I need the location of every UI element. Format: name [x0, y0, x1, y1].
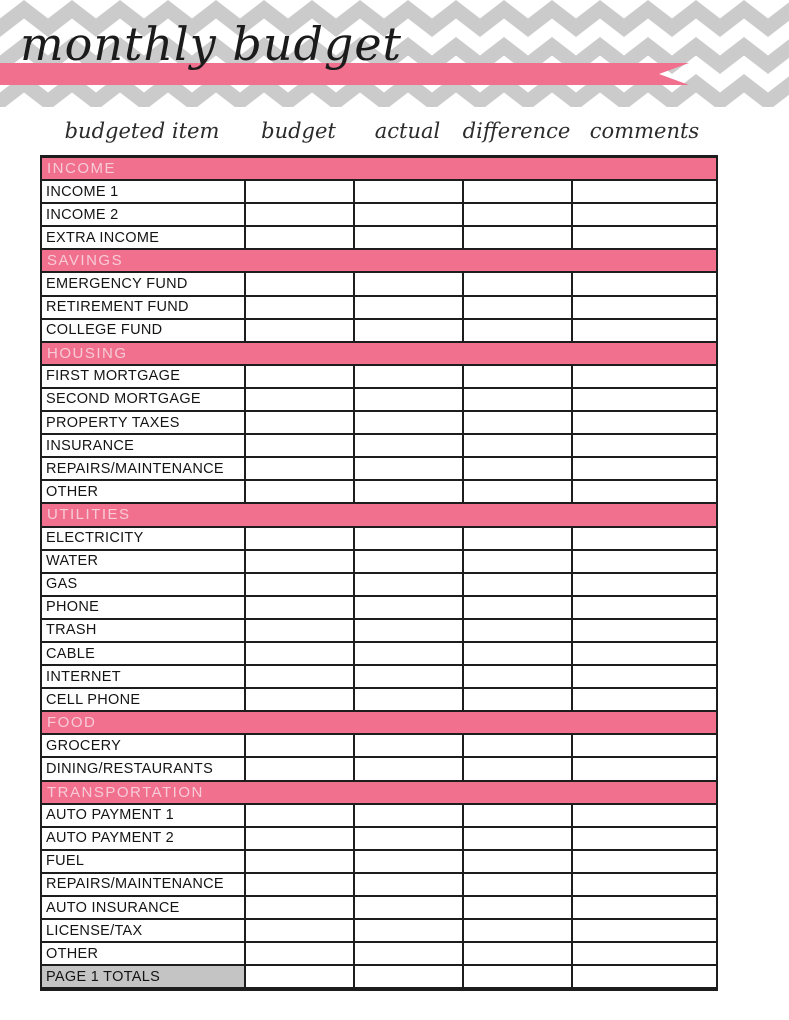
cell-difference[interactable]: [462, 574, 571, 595]
table-row: [42, 271, 716, 294]
cell-actual[interactable]: [353, 551, 462, 572]
table-row: [42, 941, 716, 964]
cell-difference[interactable]: [462, 481, 571, 502]
cell-actual[interactable]: [353, 389, 462, 410]
cell-difference[interactable]: [462, 943, 571, 964]
cell-difference[interactable]: [462, 366, 571, 387]
cell-difference[interactable]: [462, 181, 571, 202]
cell-actual[interactable]: [353, 666, 462, 687]
table-row: [42, 364, 716, 387]
section-header-savings: [42, 248, 716, 271]
cell-difference[interactable]: [462, 851, 571, 872]
cell-actual[interactable]: [353, 920, 462, 941]
cell-comments[interactable]: [571, 666, 716, 687]
cell-comments[interactable]: [571, 528, 716, 549]
row-label: PROPERTY TAXES: [46, 414, 180, 431]
cell-actual[interactable]: [353, 227, 462, 248]
cell-comments[interactable]: [571, 273, 716, 294]
cell-difference[interactable]: [462, 805, 571, 826]
row-label: REPAIRS/MAINTENANCE: [46, 876, 224, 893]
page-title: monthly budget: [20, 17, 403, 71]
column-header-difference: difference: [462, 119, 571, 143]
row-label: REPAIRS/MAINTENANCE: [46, 460, 224, 477]
cell-actual[interactable]: [353, 366, 462, 387]
cell-difference[interactable]: [462, 897, 571, 918]
row-label: CELL PHONE: [46, 691, 141, 708]
cell-comments[interactable]: [571, 181, 716, 202]
row-label: INSURANCE: [46, 437, 135, 454]
table-row: [42, 687, 716, 710]
cell-difference[interactable]: [462, 828, 571, 849]
cell-difference[interactable]: [462, 643, 571, 664]
cell-actual[interactable]: [353, 897, 462, 918]
cell-budget[interactable]: [244, 366, 353, 387]
section-header-transportation: [42, 780, 716, 803]
cell-budget[interactable]: [244, 574, 353, 595]
table-row: [42, 664, 716, 687]
cell-comments[interactable]: [571, 874, 716, 895]
cell-budget[interactable]: [244, 458, 353, 479]
cell-actual[interactable]: [353, 758, 462, 779]
section-label: INCOME: [47, 160, 116, 178]
cell-budget[interactable]: [244, 389, 353, 410]
table-row: [42, 456, 716, 479]
cell-actual[interactable]: [353, 620, 462, 641]
cell-actual[interactable]: [353, 412, 462, 433]
row-label: TRASH: [46, 622, 97, 639]
cell-difference[interactable]: [462, 389, 571, 410]
row-label: GROCERY: [46, 737, 122, 754]
table-row: [42, 549, 716, 572]
row-label: INTERNET: [46, 668, 121, 685]
cell-difference[interactable]: [462, 874, 571, 895]
cell-budget[interactable]: [244, 620, 353, 641]
table-row: [42, 433, 716, 456]
cell-difference[interactable]: [462, 666, 571, 687]
row-label: GAS: [46, 576, 78, 593]
row-label: CABLE: [46, 645, 96, 662]
cell-difference[interactable]: [462, 412, 571, 433]
cell-difference[interactable]: [462, 227, 571, 248]
cell-actual[interactable]: [353, 273, 462, 294]
row-label: OTHER: [46, 945, 99, 962]
cell-comments[interactable]: [571, 966, 716, 987]
cell-difference[interactable]: [462, 758, 571, 779]
table-row: [42, 756, 716, 779]
cell-difference[interactable]: [462, 620, 571, 641]
cell-difference[interactable]: [462, 273, 571, 294]
cell-budget[interactable]: [244, 528, 353, 549]
row-label: EMERGENCY FUND: [46, 276, 188, 293]
cell-actual[interactable]: [353, 574, 462, 595]
cell-actual[interactable]: [353, 689, 462, 710]
row-label: INCOME 2: [46, 206, 119, 223]
cell-difference[interactable]: [462, 297, 571, 318]
column-header-budget: budget: [261, 119, 336, 143]
cell-budget[interactable]: [244, 643, 353, 664]
cell-comments[interactable]: [571, 758, 716, 779]
column-header-actual: actual: [374, 119, 441, 143]
cell-difference[interactable]: [462, 435, 571, 456]
cell-actual[interactable]: [353, 805, 462, 826]
row-label: FUEL: [46, 853, 85, 870]
row-label: AUTO PAYMENT 1: [46, 807, 175, 824]
row-label: SECOND MORTGAGE: [46, 391, 201, 408]
cell-comments[interactable]: [571, 943, 716, 964]
cell-actual[interactable]: [353, 528, 462, 549]
table-row: [42, 849, 716, 872]
cell-difference[interactable]: [462, 597, 571, 618]
cell-budget[interactable]: [244, 966, 353, 987]
cell-actual[interactable]: [353, 643, 462, 664]
table-row: [42, 202, 716, 225]
table-row: [42, 295, 716, 318]
table-row: [42, 641, 716, 664]
cell-comments[interactable]: [571, 920, 716, 941]
cell-difference[interactable]: [462, 528, 571, 549]
budget-table: [40, 155, 718, 991]
table-row: [42, 572, 716, 595]
cell-comments[interactable]: [571, 643, 716, 664]
table-row: [42, 803, 716, 826]
cell-difference[interactable]: [462, 551, 571, 572]
cell-budget[interactable]: [244, 920, 353, 941]
row-label: WATER: [46, 553, 99, 570]
cell-comments[interactable]: [571, 435, 716, 456]
cell-budget[interactable]: [244, 828, 353, 849]
table-row: [42, 595, 716, 618]
cell-actual[interactable]: [353, 943, 462, 964]
section-header-utilities: [42, 502, 716, 525]
column-headers: [40, 110, 718, 152]
cell-budget[interactable]: [244, 227, 353, 248]
section-header-income: [42, 158, 716, 179]
cell-budget[interactable]: [244, 273, 353, 294]
section-label: FOOD: [47, 714, 97, 732]
totals-row: [42, 964, 716, 987]
cell-budget[interactable]: [244, 412, 353, 433]
cell-comments[interactable]: [571, 227, 716, 248]
cell-budget[interactable]: [244, 435, 353, 456]
section-label: HOUSING: [47, 344, 128, 362]
cell-comments[interactable]: [571, 297, 716, 318]
row-label: PHONE: [46, 599, 100, 616]
row-label: EXTRA INCOME: [46, 229, 160, 246]
table-row: [42, 872, 716, 895]
row-label: RETIREMENT FUND: [46, 299, 189, 316]
cell-budget[interactable]: [244, 758, 353, 779]
cell-comments[interactable]: [571, 574, 716, 595]
cell-comments[interactable]: [571, 366, 716, 387]
row-label: AUTO INSURANCE: [46, 899, 180, 916]
table-row: [42, 179, 716, 202]
cell-budget[interactable]: [244, 666, 353, 687]
cell-comments[interactable]: [571, 204, 716, 225]
section-label: SAVINGS: [47, 252, 124, 270]
cell-budget[interactable]: [244, 597, 353, 618]
cell-actual[interactable]: [353, 181, 462, 202]
cell-comments[interactable]: [571, 735, 716, 756]
cell-budget[interactable]: [244, 897, 353, 918]
table-row: [42, 387, 716, 410]
row-label: PAGE 1 TOTALS: [42, 966, 244, 987]
cell-difference[interactable]: [462, 735, 571, 756]
cell-difference[interactable]: [462, 920, 571, 941]
cell-comments[interactable]: [571, 805, 716, 826]
table-row: [42, 479, 716, 502]
cell-comments[interactable]: [571, 851, 716, 872]
cell-comments[interactable]: [571, 389, 716, 410]
cell-actual[interactable]: [353, 851, 462, 872]
cell-actual[interactable]: [353, 458, 462, 479]
cell-budget[interactable]: [244, 735, 353, 756]
cell-comments[interactable]: [571, 689, 716, 710]
cell-budget[interactable]: [244, 943, 353, 964]
row-label: COLLEGE FUND: [46, 322, 163, 339]
cell-actual[interactable]: [353, 435, 462, 456]
table-row: [42, 225, 716, 248]
section-label: TRANSPORTATION: [47, 783, 204, 801]
table-row: [42, 733, 716, 756]
cell-budget[interactable]: [244, 874, 353, 895]
table-row: [42, 526, 716, 549]
row-label: DINING/RESTAURANTS: [46, 760, 214, 777]
cell-comments[interactable]: [571, 828, 716, 849]
cell-comments[interactable]: [571, 458, 716, 479]
cell-actual[interactable]: [353, 297, 462, 318]
section-header-food: [42, 710, 716, 733]
cell-budget[interactable]: [244, 181, 353, 202]
cell-actual[interactable]: [353, 481, 462, 502]
row-label: INCOME 1: [46, 183, 119, 200]
column-header-budgeted-item: budgeted item: [64, 119, 220, 143]
cell-difference[interactable]: [462, 204, 571, 225]
cell-actual[interactable]: [353, 966, 462, 987]
cell-budget[interactable]: [244, 805, 353, 826]
section-label: UTILITIES: [47, 506, 131, 524]
cell-comments[interactable]: [571, 620, 716, 641]
cell-actual[interactable]: [353, 735, 462, 756]
cell-comments[interactable]: [571, 597, 716, 618]
cell-budget[interactable]: [244, 551, 353, 572]
cell-comments[interactable]: [571, 320, 716, 341]
cell-comments[interactable]: [571, 551, 716, 572]
cell-budget[interactable]: [244, 204, 353, 225]
section-header-housing: [42, 341, 716, 364]
cell-difference[interactable]: [462, 458, 571, 479]
table-row: [42, 826, 716, 849]
cell-actual[interactable]: [353, 828, 462, 849]
cell-comments[interactable]: [571, 481, 716, 502]
column-header-comments: comments: [589, 119, 700, 143]
table-row: [42, 410, 716, 433]
cell-budget[interactable]: [244, 297, 353, 318]
cell-actual[interactable]: [353, 874, 462, 895]
cell-difference[interactable]: [462, 966, 571, 987]
cell-actual[interactable]: [353, 204, 462, 225]
table-row: [42, 318, 716, 341]
cell-budget[interactable]: [244, 689, 353, 710]
row-label: AUTO PAYMENT 2: [46, 830, 175, 847]
row-label: ELECTRICITY: [46, 530, 144, 547]
row-label: FIRST MORTGAGE: [46, 368, 181, 385]
table-row: [42, 618, 716, 641]
row-label: LICENSE/TAX: [46, 922, 143, 939]
cell-comments[interactable]: [571, 897, 716, 918]
cell-difference[interactable]: [462, 320, 571, 341]
row-label: OTHER: [46, 483, 99, 500]
table-row: [42, 918, 716, 941]
cell-actual[interactable]: [353, 320, 462, 341]
cell-budget[interactable]: [244, 320, 353, 341]
table-row: [42, 895, 716, 918]
cell-actual[interactable]: [353, 597, 462, 618]
cell-budget[interactable]: [244, 851, 353, 872]
cell-comments[interactable]: [571, 412, 716, 433]
cell-difference[interactable]: [462, 689, 571, 710]
cell-budget[interactable]: [244, 481, 353, 502]
